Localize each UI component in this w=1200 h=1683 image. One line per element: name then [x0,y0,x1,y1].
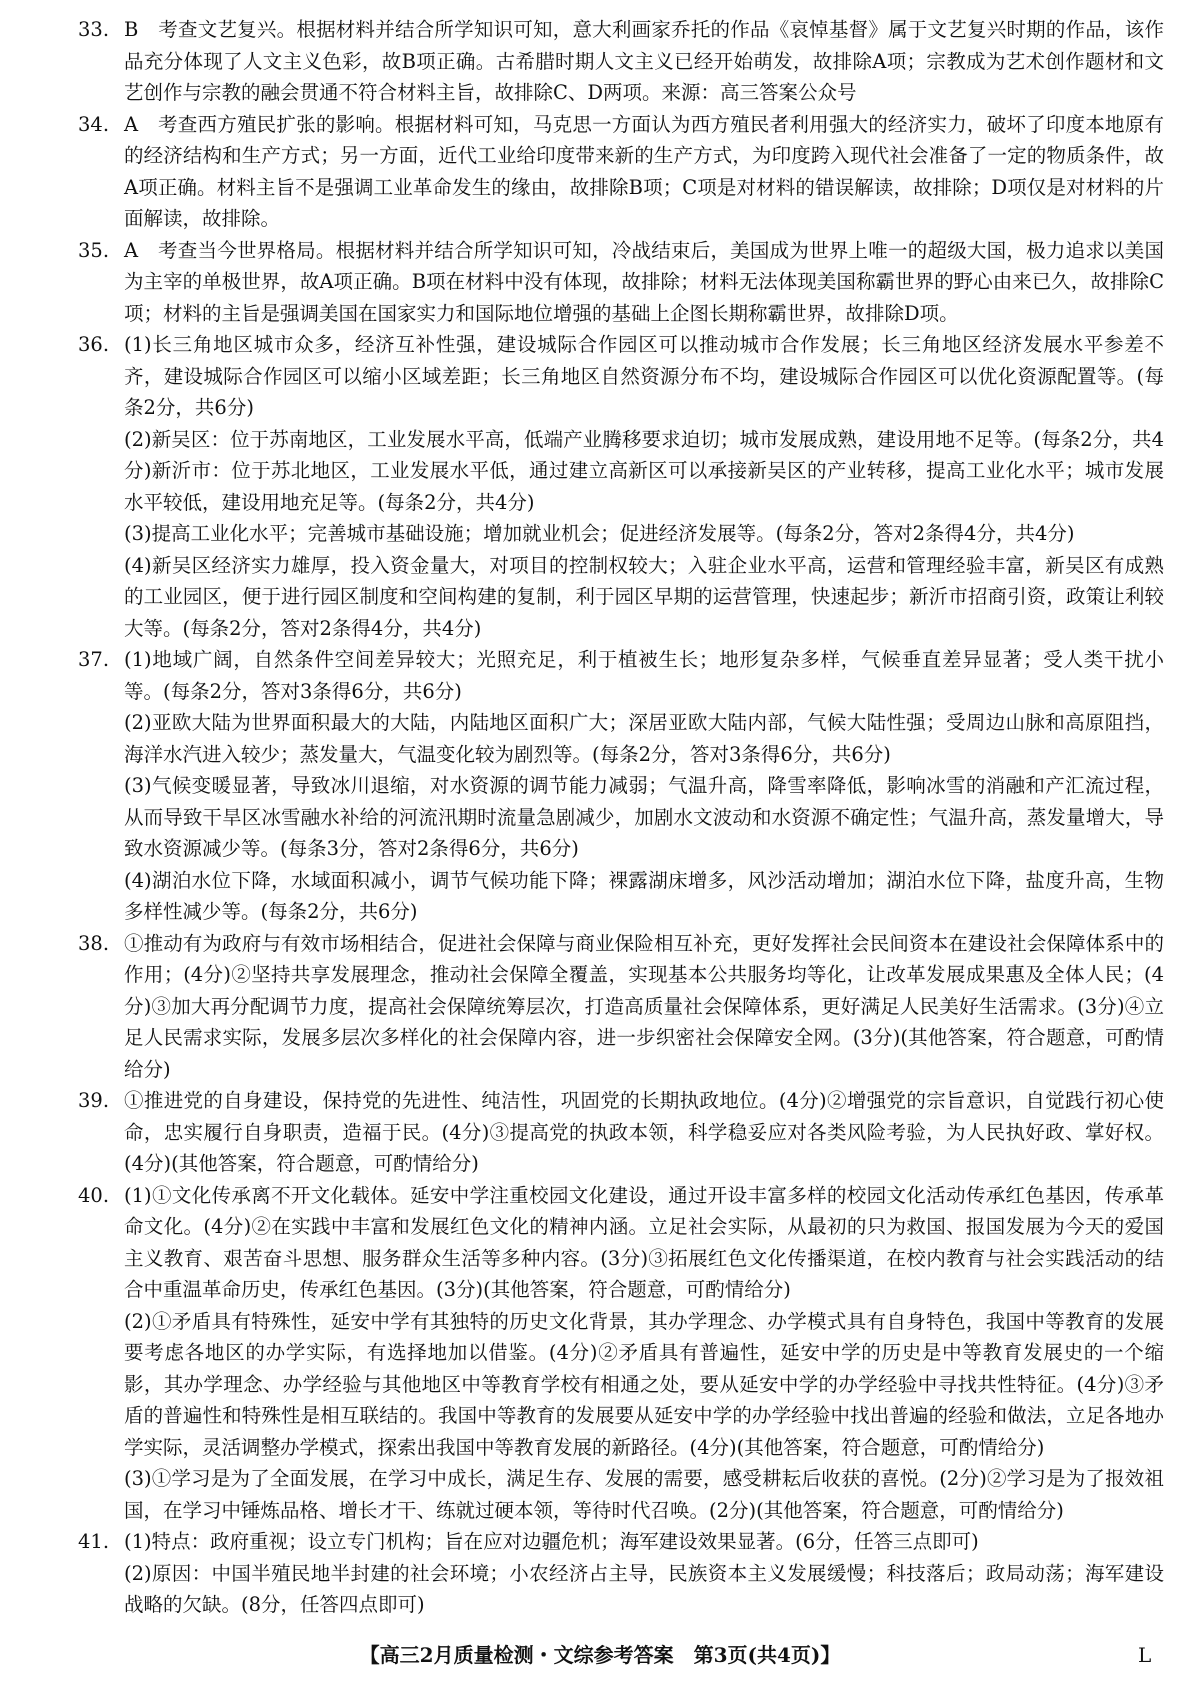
question-number: 34. [78,112,110,136]
answer-item [78,644,1164,928]
answer-body [124,235,1164,330]
answer-item [78,1180,1164,1527]
answer-item [78,1526,1164,1621]
answer-body [124,14,1164,109]
answer-body [124,1526,1164,1621]
answer-paragraph: (1)特点：政府重视；设立专门机构；旨在应对边疆危机；海军建设效果显著。(6分，任答三点即可) [124,1530,979,1553]
question-number: 39. [78,1089,110,1112]
answer-paragraph: ①推进党的自身建设，保持党的先进性、纯洁性，巩固党的长期执政地位。(4分)②增强党的宗旨意识，自觉践行初心使命，忠实履行自身职责，造福于民。(4分)③提高党的执政本领，科学稳妥应对各类风险考验，为人民执好政、掌好权。(4分)(其他答案，符合题意，可酌情给分) [124,1089,1164,1175]
answer-body [124,109,1164,235]
answer-item [78,14,1164,109]
question-number: 38. [78,931,110,955]
footer-version-mark: L [1138,1643,1152,1667]
question-number: 36. [78,333,110,356]
answer-paragraph: (2)①矛盾具有特殊性，延安中学有其独特的历史文化背景，其办学理念、办学模式具有自身特色，我国中等教育的发展要考虑各地区的办学实际，有选择地加以借鉴。(4分)②矛盾具有普遍性，延安中学的历史是中等教育发展史的一个缩影，其办学理念、办学经验与其他地区中等教育学校有相通之处，要从延安中学的办学经验中寻找共性特征。(4分)③矛盾的普遍性和特殊性是相互联结的。我国中等教育的发展要从延安中学的办学经验中找出普遍的经验和做法，立足各地办学实际，灵活调整办学模式，探索出我国中等教育发展的新路径。(4分)(其他答案，符合题意，可酌情给分) [124,1309,1164,1459]
question-number: 41. [78,1530,110,1553]
answer-paragraph: (2)原因：中国半殖民地半封建的社会环境；小农经济占主导，民族资本主义发展缓慢；科技落后；政局动荡；海军建设战略的欠缺。(8分，任答四点即可) [124,1561,1164,1616]
answer-item [78,109,1164,235]
answer-paragraph: (4)湖泊水位下降，水域面积减小，调节气候功能下降；裸露湖床增多，风沙活动增加；湖泊水位下降，盐度升高，生物多样性减少等。(每条2分，共6分) [124,868,1164,923]
question-number: 40. [78,1183,110,1207]
answer-paragraph: (3)提高工业化水平；完善城市基础设施；增加就业机会；促进经济发展等。(每条2分，答对2条得4分，共4分) [124,522,1075,545]
answer-paragraph: (2)新吴区：位于苏南地区，工业发展水平高，低端产业腾移要求迫切；城市发展成熟，建设用地不足等。(每条2分，共4分)新沂市：位于苏北地区，工业发展水平低，通过建立高新区可以承接新吴区的产业转移，提高工业化水平；城市发展水平较低，建设用地充足等。(每条2分，共4分) [124,427,1164,514]
answer-body [124,928,1164,1086]
question-number: 37. [78,648,110,671]
answer-paragraph: (3)①学习是为了全面发展，在学习中成长，满足生存、发展的需要，感受耕耘后收获的喜悦。(2分)②学习是为了报效祖国，在学习中锤炼品格、增长才干、练就过硬本领，等待时代召唤。(2分)(其他答案，符合题意，可酌情给分) [124,1467,1164,1522]
answer-body [124,329,1164,644]
answer-paragraph: (2)亚欧大陆为世界面积最大的大陆，内陆地区面积广大；深居亚欧大陆内部，气候大陆性强；受周边山脉和高原阻挡，海洋水汽进入较少；蒸发量大，气温变化较为剧烈等。(每条2分，答对3条得6分，共6分) [124,711,1164,766]
answer-paragraph: (1)长三角地区城市众多，经济互补性强，建设城际合作园区可以推动城市合作发展；长三角地区经济发展水平参差不齐，建设城际合作园区可以缩小区域差距；长三角地区自然资源分布不均，建设城际合作园区可以优化资源配置等。(每条2分，共6分) [124,333,1164,419]
answer-paragraph: (4)新吴区经济实力雄厚，投入资金量大，对项目的控制权较大；入驻企业水平高，运营和管理经验丰富，新吴区有成熟的工业园区，便于进行园区制度和空间构建的复制，利于园区早期的运营管理，快速起步；新沂市招商引资，政策让利较大等。(每条2分，答对2条得4分，共4分) [124,553,1164,640]
answer-paragraph: A 考查当今世界格局。根据材料并结合所学知识可知，冷战结束后，美国成为世界上唯一的超级大国，极力追求以美国为主宰的单极世界，故A项正确。B项在材料中没有体现，故排除；材料无法体现美国称霸世界的野心由来已久，故排除C项；材料的主旨是强调美国在国家实力和国际地位增强的基础上企图长期称霸世界，故排除D项。 [124,238,1164,325]
answer-body [124,1180,1164,1527]
answer-body [124,1085,1164,1180]
footer-title: 【高三2月质量检测・文综参考答案 第3页(共4页)】 [359,1643,841,1667]
answer-list [78,14,1164,1621]
question-number: 35. [78,238,110,262]
answer-item [78,1085,1164,1180]
answer-paragraph: (1)地域广阔，自然条件空间差异较大；光照充足，利于植被生长；地形复杂多样，气候垂直差异显著；受人类干扰小等。(每条2分，答对3条得6分，共6分) [124,648,1164,703]
question-number: 33. [78,18,110,41]
answer-item [78,928,1164,1086]
answer-item [78,235,1164,330]
answer-paragraph: (3)气候变暖显著，导致冰川退缩，对水资源的调节能力减弱；气温升高，降雪率降低，影响冰雪的消融和产汇流过程，从而导致干旱区冰雪融水补给的河流汛期时流量急剧减少，加剧水文波动和水资源不确定性；气温升高，蒸发量增大，导致水资源减少等。(每条3分，答对2条得6分，共6分) [124,774,1164,860]
answer-paragraph: ①推动有为政府与有效市场相结合，促进社会保障与商业保险相互补充，更好发挥社会民间资本在建设社会保障体系中的作用；(4分)②坚持共享发展理念，推动社会保障全覆盖，实现基本公共服务均等化，让改革发展成果惠及全体人民；(4分)③加大再分配调节力度，提高社会保障统筹层次，打造高质量社会保障体系，更好满足人民美好生活需求。(3分)④立足人民需求实际，发展多层次多样化的社会保障内容，进一步织密社会保障安全网。(3分)(其他答案，符合题意，可酌情给分) [124,931,1164,1081]
answer-paragraph: (1)①文化传承离不开文化载体。延安中学注重校园文化建设，通过开设丰富多样的校园文化活动传承红色基因，传承革命文化。(4分)②在实践中丰富和发展红色文化的精神内涵。立足社会实际，从最初的只为救国、报国发展为今天的爱国主义教育、艰苦奋斗思想、服务群众生活等多种内容。(3分)③拓展红色文化传播渠道，在校内教育与社会实践活动的结合中重温革命历史，传承红色基因。(3分)(其他答案，符合题意，可酌情给分) [124,1183,1164,1301]
answer-paragraph: A 考查西方殖民扩张的影响。根据材料可知，马克思一方面认为西方殖民者利用强大的经济实力，破坏了印度本地原有的经济结构和生产方式；另一方面，近代工业给印度带来新的生产方式，为印度跨入现代社会准备了一定的物质条件，故A项正确。材料主旨不是强调工业革命发生的缘由，故排除B项；C项是对材料的错误解读，故排除；D项仅是对材料的片面解读，故排除。 [124,112,1164,230]
answer-body [124,644,1164,928]
page-footer [0,1640,1200,1670]
answer-paragraph: B 考查文艺复兴。根据材料并结合所学知识可知，意大利画家乔托的作品《哀悼基督》属于文艺复兴时期的作品，该作品充分体现了人文主义色彩，故B项正确。古希腊时期人文主义已经开始萌发，故排除A项；宗教成为艺术创作题材和文艺创作与宗教的融会贯通不符合材料主旨，故排除C、D两项。来源：高三答案公众号 [124,18,1164,104]
answer-item [78,329,1164,644]
answer-sheet-page [78,14,1164,1621]
